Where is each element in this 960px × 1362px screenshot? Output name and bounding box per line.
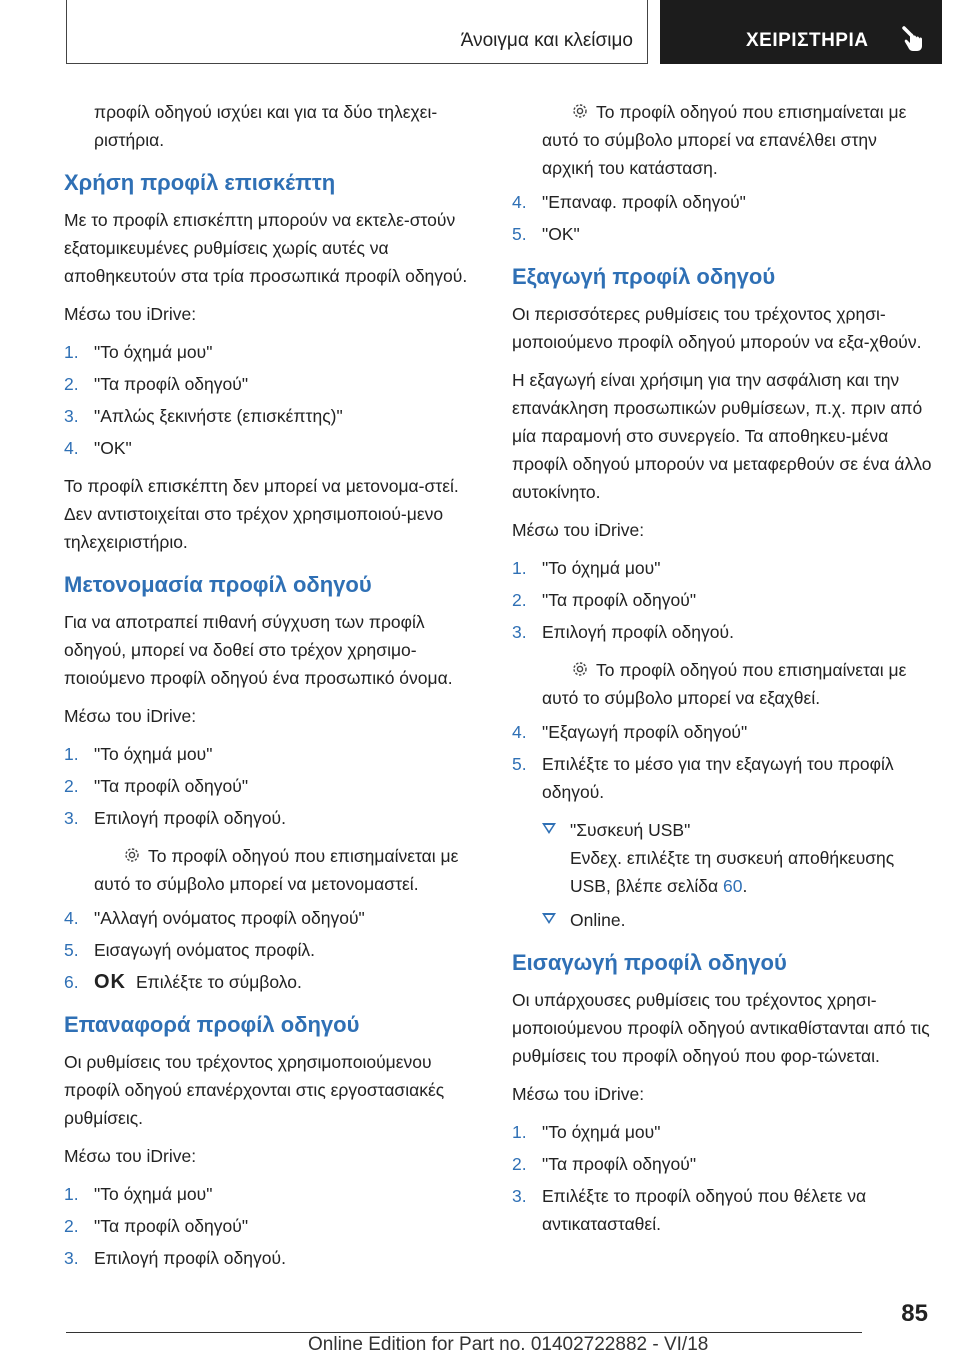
export-note	[512, 656, 932, 712]
step-text: "Το όχημά μου"	[542, 558, 661, 578]
import-steps	[512, 1118, 932, 1238]
triangle-bullet-icon	[542, 823, 556, 834]
step-number: 1.	[64, 1184, 79, 1204]
step-number: 4.	[64, 908, 79, 928]
guest-via: Μέσω του iDrive:	[64, 304, 197, 324]
step-number: 3.	[64, 1248, 79, 1268]
list-item	[512, 220, 932, 248]
footer-edition: Online Edition for Part no. 01402722882 - VI/18	[308, 1334, 709, 1355]
export-via: Μέσω του iDrive:	[512, 520, 645, 540]
export-media-options	[512, 816, 932, 934]
usb-option-desc	[570, 844, 932, 900]
reset-steps-cont	[512, 188, 932, 248]
list-item	[512, 718, 932, 746]
export-text-2: Η εξαγωγή είναι χρήσιμη για την ασφάλιση και την επανάκληση προσωπικών ρυθμίσεων, π.χ. πριν από μία παραμονή στο συνεργείο. Τα αποθηκευ‐μένα προφίλ οδηγού μπορούν να μεταφερθούν σε ένα άλλο αυτοκίνητο.	[512, 370, 932, 502]
page-number: 85	[901, 1300, 928, 1327]
usb-option-label: "Συσκευή USB"	[570, 820, 691, 840]
heading-export-profile: Εξαγωγή προφίλ οδηγού	[512, 264, 776, 289]
pointing-hand-icon	[900, 24, 930, 54]
step-text: "OK"	[542, 224, 580, 244]
usb-desc-end: .	[742, 876, 748, 896]
heading-guest-profile: Χρήση προφίλ επισκέπτη	[64, 170, 336, 195]
step-number: 5.	[64, 940, 79, 960]
gear-icon	[122, 845, 142, 865]
step-text: "Το όχημά μου"	[94, 1184, 213, 1204]
list-item	[512, 750, 932, 806]
step-text: Εισαγωγή ονόματος προφίλ.	[94, 940, 315, 960]
step-text: "Τα προφίλ οδηγού"	[94, 776, 249, 796]
step-text: Επιλογή προφίλ οδηγού.	[94, 1248, 286, 1268]
reset-via: Μέσω του iDrive:	[64, 1146, 197, 1166]
rename-via: Μέσω του iDrive:	[64, 706, 197, 726]
list-item	[512, 1150, 932, 1178]
list-item	[64, 434, 484, 462]
guest-after-text: Το προφίλ επισκέπτη δεν μπορεί να μετονομα‐στεί. Δεν αντιστοιχείται στο τρέχον χρησιμοποιού‐μενο τηλεχειριστήριο.	[64, 476, 459, 552]
triangle-bullet-icon	[542, 913, 556, 924]
list-item	[512, 1118, 932, 1146]
guest-steps	[64, 338, 484, 462]
step-text: "Τα προφίλ οδηγού"	[94, 1216, 249, 1236]
import-text: Οι υπάρχουσες ρυθμίσεις του τρέχοντος χρησι‐μοποιούμενου προφίλ οδηγού αντικαθίστανται από τις ρυθμίσεις του προφίλ οδηγού που φορ‐τώνεται.	[512, 990, 930, 1066]
step-text: Επιλογή προφίλ οδηγού.	[94, 808, 286, 828]
step-number: 2.	[64, 1216, 79, 1236]
list-item	[64, 772, 484, 800]
step-number: 2.	[64, 374, 79, 394]
step-number: 1.	[512, 558, 527, 578]
step-number: 4.	[512, 192, 527, 212]
list-item	[64, 968, 484, 996]
list-item	[64, 1180, 484, 1208]
export-steps-b	[512, 718, 932, 806]
step-number: 1.	[64, 744, 79, 764]
guest-text: Με το προφίλ επισκέπτη μπορούν να εκτελε‐στούν εξατομικευμένες ρυθμίσεις χωρίς αυτές να αποθηκευτούν στα τρία προσωπικά προφίλ οδηγού.	[64, 210, 468, 286]
step-text: "OK"	[94, 438, 132, 458]
rename-note	[64, 842, 484, 898]
step-text: "Εξαγωγή προφίλ οδηγού"	[542, 722, 748, 742]
step-number: 6.	[64, 972, 79, 992]
step-number: 3.	[512, 622, 527, 642]
list-item	[64, 1212, 484, 1240]
step-text: "Επαναφ. προφίλ οδηγού"	[542, 192, 746, 212]
heading-rename-profile: Μετονομασία προφίλ οδηγού	[64, 572, 372, 597]
list-item	[64, 904, 484, 932]
list-item	[64, 804, 484, 832]
step-number: 4.	[512, 722, 527, 742]
step-number: 3.	[64, 808, 79, 828]
step-text: Επιλογή προφίλ οδηγού.	[542, 622, 734, 642]
rename-steps-b	[64, 904, 484, 996]
export-text-1: Οι περισσότερες ρυθμίσεις του τρέχοντος χρησι‐μοποιούμενο προφίλ οδηγού μπορούν να εξα‐χθούν.	[512, 304, 922, 352]
header-section-box	[66, 0, 648, 64]
list-item	[64, 936, 484, 964]
step-number: 4.	[64, 438, 79, 458]
ok-icon: OK	[94, 971, 126, 993]
list-item	[512, 188, 932, 216]
heading-reset-profile: Επαναφορά προφίλ οδηγού	[64, 1012, 360, 1037]
reset-note-text: Το προφίλ οδηγού που επισημαίνεται με αυτό το σύμβολο μπορεί να επανέλθει στην αρχική του κατάσταση.	[542, 102, 907, 178]
rename-steps-a	[64, 740, 484, 832]
step-text: "Αλλαγή ονόματος προφίλ οδηγού"	[94, 908, 365, 928]
gear-icon	[570, 659, 590, 679]
step-number: 5.	[512, 754, 527, 774]
list-item	[64, 402, 484, 430]
reset-text: Οι ρυθμίσεις του τρέχοντος χρησιμοποιούμενου προφίλ οδηγού επανέρχονται στις εργοστασιακές ρυθμίσεις.	[64, 1052, 445, 1128]
step-text: "Το όχημά μου"	[542, 1122, 661, 1142]
usb-desc-text: Ενδεχ. επιλέξτε τη συσκευή αποθήκευσης USB, βλέπε σελίδα	[570, 848, 895, 896]
header-section-title: Άνοιγμα και κλείσιμο	[460, 30, 633, 51]
footer-divider	[66, 1332, 862, 1333]
step-number: 2.	[64, 776, 79, 796]
step-number: 2.	[512, 590, 527, 610]
step-number: 3.	[512, 1186, 527, 1206]
step-text: "Τα προφίλ οδηγού"	[542, 590, 697, 610]
left-column	[64, 98, 484, 1282]
list-item	[512, 554, 932, 582]
online-option-label: Online.	[570, 910, 626, 930]
step-text: Επιλέξτε το προφίλ οδηγού που θέλετε να αντικατασταθεί.	[542, 1186, 867, 1234]
step-number: 1.	[512, 1122, 527, 1142]
rename-text: Για να αποτραπεί πιθανή σύγχυση των προφίλ οδηγού, μπορεί να δοθεί στο τρέχον χρησιμο‐ποιούμενο προφίλ οδηγού ένα προσωπικό όνομα.	[64, 612, 453, 688]
list-item	[542, 906, 932, 934]
step-text: "Τα προφίλ οδηγού"	[94, 374, 249, 394]
heading-import-profile: Εισαγωγή προφίλ οδηγού	[512, 950, 787, 975]
list-item	[64, 1244, 484, 1272]
step-number: 1.	[64, 342, 79, 362]
import-via: Μέσω του iDrive:	[512, 1084, 645, 1104]
right-column	[512, 98, 932, 1248]
list-item	[64, 370, 484, 398]
list-item	[512, 1182, 932, 1238]
step-text: Επιλέξτε το μέσο για την εξαγωγή του προφίλ οδηγού.	[542, 754, 894, 802]
step-text: "Το όχημά μου"	[94, 342, 213, 362]
rename-note-text: Το προφίλ οδηγού που επισημαίνεται με αυτό το σύμβολο μπορεί να μετονομαστεί.	[94, 846, 459, 894]
header-manual-tab[interactable]	[660, 0, 942, 64]
step-number: 3.	[64, 406, 79, 426]
list-item	[512, 618, 932, 646]
export-note-text: Το προφίλ οδηγού που επισημαίνεται με αυτό το σύμβολο μπορεί να εξαχθεί.	[542, 660, 907, 708]
step-text: Επιλέξτε το σύμβολο.	[136, 972, 302, 992]
list-item	[64, 740, 484, 768]
intro-text: προφίλ οδηγού ισχύει και για τα δύο τηλεχει‐ριστήρια.	[94, 102, 438, 150]
list-item	[542, 816, 932, 900]
reset-steps	[64, 1180, 484, 1272]
reset-note	[512, 98, 932, 182]
page-link[interactable]: 60	[723, 876, 743, 896]
list-item	[512, 586, 932, 614]
export-steps-a	[512, 554, 932, 646]
step-number: 5.	[512, 224, 527, 244]
step-text: "Το όχημά μου"	[94, 744, 213, 764]
step-number: 2.	[512, 1154, 527, 1174]
gear-icon	[570, 101, 590, 121]
step-text: "Απλώς ξεκινήστε (επισκέπτης)"	[94, 406, 343, 426]
step-text: "Τα προφίλ οδηγού"	[542, 1154, 697, 1174]
header-manual-label: ΧΕΙΡΙΣΤΗΡΙΑ	[746, 30, 869, 51]
list-item	[64, 338, 484, 366]
